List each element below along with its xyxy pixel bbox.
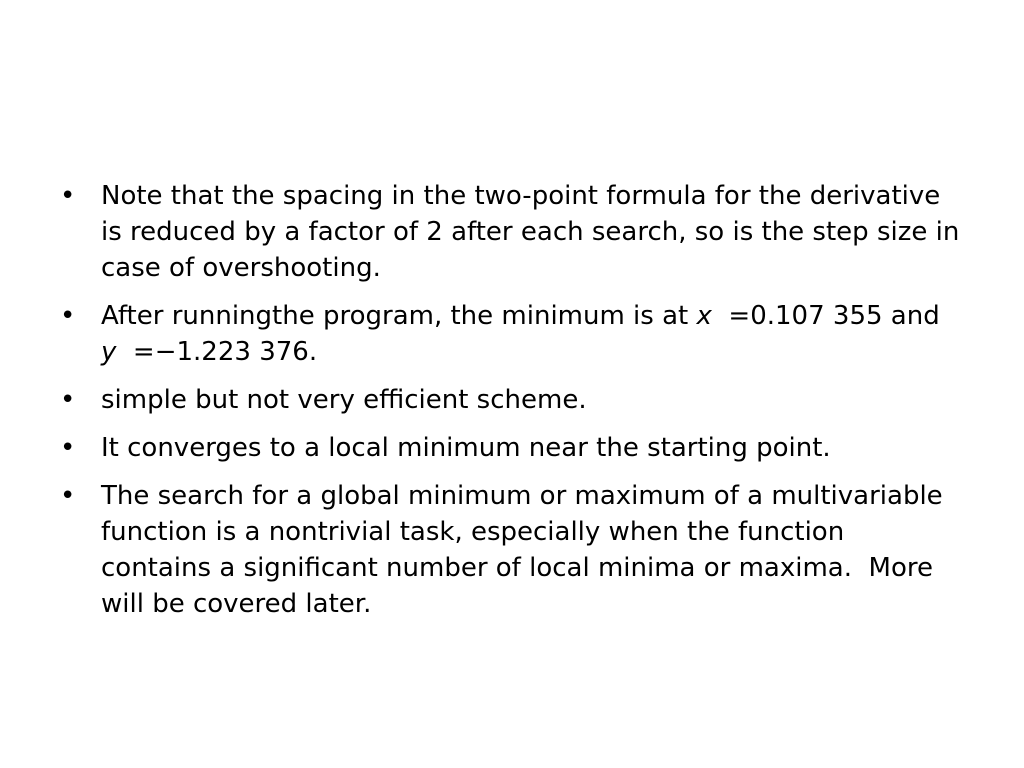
bullet-text-suffix: =−1.223 376. bbox=[116, 337, 318, 367]
bullet-text: It converges to a local minimum near the starting point. bbox=[101, 433, 831, 463]
bullet-item-global-search bbox=[60, 478, 960, 622]
bullet-item-spacing-note bbox=[60, 178, 960, 286]
math-variable-y: y bbox=[101, 337, 117, 367]
bullet-list bbox=[60, 178, 960, 634]
bullet-text: simple but not very efficient scheme. bbox=[101, 385, 587, 415]
bullet-icon: • bbox=[60, 385, 76, 415]
bullet-text-prefix: After runningthe program, the minimum is at bbox=[101, 301, 697, 331]
bullet-text-middle: =0.107 355 and bbox=[711, 301, 948, 331]
bullet-item-simple-scheme bbox=[60, 382, 960, 418]
math-variable-x: x bbox=[696, 301, 712, 331]
bullet-icon: • bbox=[60, 181, 76, 211]
bullet-icon: • bbox=[60, 301, 76, 331]
bullet-icon: • bbox=[60, 433, 76, 463]
bullet-text: The search for a global minimum or maximum of a multivariable function is a nontrivial task, especially when the function contains a significant number of local minima or maxima. More will be covered later. bbox=[101, 481, 951, 619]
bullet-item-local-minimum bbox=[60, 430, 960, 466]
bullet-item-minimum-result bbox=[60, 298, 960, 370]
bullet-icon: • bbox=[60, 481, 76, 511]
bullet-text: Note that the spacing in the two-point formula for the derivative is reduced by a factor of 2 after each search, so is the step size in case of overshooting. bbox=[101, 181, 960, 283]
